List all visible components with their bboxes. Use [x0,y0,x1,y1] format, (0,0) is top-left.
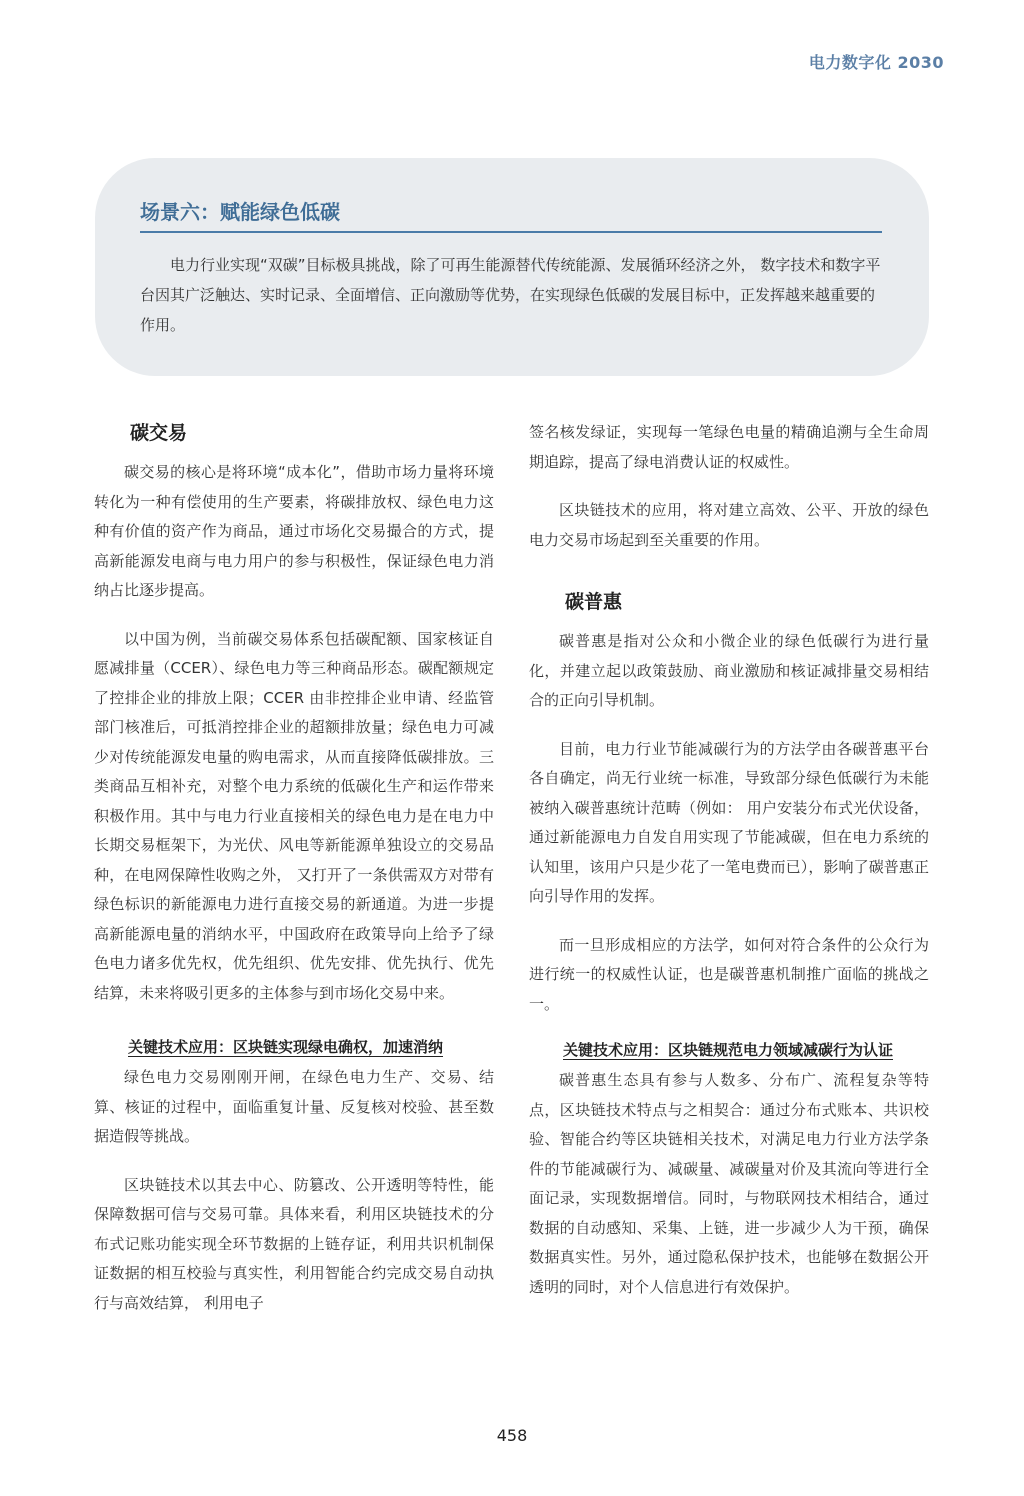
scenario-title: 场景六：赋能绿色低碳 [140,200,340,224]
paragraph: 区块链技术以其去中心、防篡改、公开透明等特性，能保障数据可信与交易可靠。具体来看，利用区块链技术的分布式记账功能实现全环节数据的上链存证，利用共识机制保证数据的相互校验与真实性，利用智能合约完成交易自动执行与高效结算， 利用电子 [94,1175,494,1312]
page-number: 458 [496,1426,528,1445]
paragraph: 以中国为例，当前碳交易体系包括碳配额、国家核证自愿减排量（CCER）、绿色电力等三种商品形态。碳配额规定了控排企业的排放上限；CCER 由非控排企业申请、经监管部门核准后，可抵消控排企业的超额排放量；绿色电力可减少对传统能源发电量的购电需求，从而直接降低碳排放。三类商品互相补充，对整个电力系统的低碳化生产和运作带来积极作用。其中与电力行业直接相关的绿色电力是在电力中长期交易框架下，为光伏、风电等新能源单独设立的交易品种，在电网保障性收购之外， 又打开了一条供需双方对带有绿色标识的新能源电力进行直接交易的新通道。为进一步提高新能源电量的消纳水平，中国政府在政策导向上给予了绿色电力诸多优先权，优先组织、优先安排、优先执行、优先结算，未来将吸引更多的主体参与到市场化交易中来。 [94,629,494,1002]
right-column [529,418,929,1321]
paragraph: 碳交易的核心是将环境“成本化”，借助市场力量将环境转化为一种有偿使用的生产要素，将碳排放权、绿色电力这种有价值的资产作为商品，通过市场化交易撮合的方式，提高新能源发电商与电力用户的参与积极性，保证绿色电力消纳占比逐步提高。 [94,463,494,599]
section-title-carbon-inclusion: 碳普惠 [565,591,623,613]
scenario-intro-box [95,158,929,376]
paragraph: 碳普惠是指对公众和小微企业的绿色低碳行为进行量化，并建立起以政策鼓励、商业激励和核证减排量交易相结合的正向引导机制。 [529,632,929,709]
key-tech-heading-green-power: 关键技术应用：区块链实现绿电确权，加速消纳 [128,1038,444,1056]
paragraph: 目前，电力行业节能减碳行为的方法学由各碳普惠平台各自确定，尚无行业统一标准，导致部分绿色低碳行为未能被纳入碳普惠统计范畴（例如： 用户安装分布式光伏设备，通过新能源电力自发自用实现了节能减碳，但在电力系统的认知里，该用户只是少花了一笔电费而已），影响了碳普惠正向引导作用的发挥。 [529,739,929,905]
paragraph: 而一旦形成相应的方法学，如何对符合条件的公众行为进行统一的权威性认证，也是碳普惠机制推广面临的挑战之一。 [529,935,929,1013]
paragraph: 区块链技术的应用，将对建立高效、公平、开放的绿色电力交易市场起到至关重要的作用。 [529,501,929,549]
section-title-carbon-trading: 碳交易 [130,422,188,444]
paragraph: 碳普惠生态具有参与人数多、分布广、流程复杂等特点，区块链技术特点与之相契合：通过分布式账本、共识校验、智能合约等区块链相关技术，对满足电力行业方法学条件的节能减碳行为、减碳量、减碳量对价及其流向等进行全面记录，实现数据增信。同时，与物联网技术相结合，通过数据的自动感知、采集、上链，进一步减少人为干预，确保数据真实性。另外，通过隐私保护技术，也能够在数据公开透明的同时，对个人信息进行有效保护。 [529,1071,929,1296]
key-tech-heading-carbon-inclusion: 关键技术应用：区块链规范电力领域减碳行为认证 [563,1041,894,1059]
paragraph-continuation: 签名核发绿证，实现每一笔绿色电量的精确追溯与全生命周期追踪，提高了绿电消费认证的权威性。 [529,423,929,471]
scenario-title-divider [140,231,882,233]
paragraph: 绿色电力交易刚刚开闸，在绿色电力生产、交易、结算、核证的过程中，面临重复计量、反复核对校验、甚至数据造假等挑战。 [94,1068,494,1145]
running-header-title: 电力数字化 2030 [808,53,944,72]
left-column [94,418,494,1337]
scenario-intro-text: 电力行业实现“双碳”目标极具挑战，除了可再生能源替代传统能源、发展循环经济之外， 数字技术和数字平台因其广泛触达、实时记录、全面增信、正向激励等优势，在实现绿色低碳的发展目标中，正发挥越来越重要的作用。 [140,256,881,334]
